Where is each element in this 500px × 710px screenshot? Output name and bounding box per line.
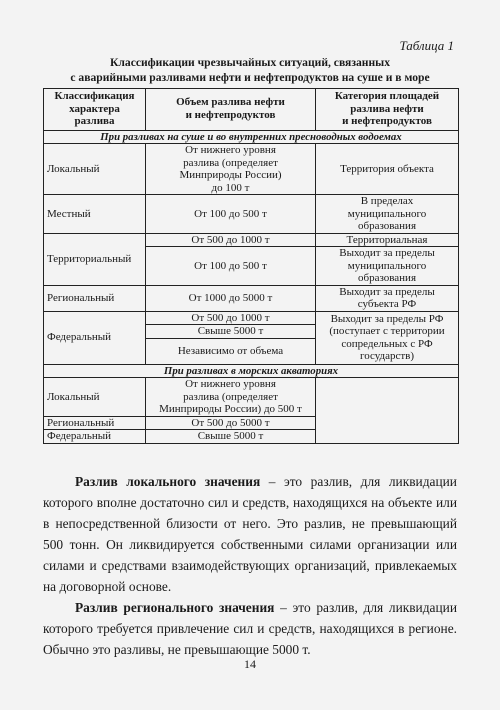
cell-land-regional-area: Выходит за пределы субъекта РФ — [316, 285, 459, 311]
table-caption — [40, 55, 460, 85]
cell-sea-federal-volume: Свыше 5000 т — [146, 430, 316, 444]
cell-sea-area-empty — [316, 378, 459, 444]
header-area: Категория площадей разлива нефти и нефтепродуктов — [316, 89, 459, 131]
cell-sea-regional-name: Региональный — [44, 416, 146, 430]
cell-land-territorial-volume-1: От 500 до 1000 т — [146, 233, 316, 247]
cell-sea-local-name: Локальный — [44, 378, 146, 417]
cell-land-territorial-name: Территориальный — [44, 233, 146, 285]
section-row-sea — [44, 364, 459, 378]
table-row — [44, 195, 459, 234]
term-local-spill: Разлив локального значения — [75, 474, 261, 489]
paragraph-regional-spill — [43, 597, 457, 660]
cell-land-territorial-volume-2: От 100 до 500 т — [146, 247, 316, 286]
paragraph-regional-spill-text: – это разлив, для ликвидации которого требуется привлечение сил и средств, находящихся в регионе. Обычно это разливы, не превышающие 5000 т. — [43, 600, 457, 657]
section-sea-label: При разливах в морских акваториях — [44, 364, 459, 378]
paragraph-local-spill-text: – это разлив, для ликвидации которого вполне достаточно сил и средств, находящихся на объекте или в непосредственной близости от него. Это разлив, не превышающий 500 тонн. Он ликвидируется собственными силами организации или силами и средствами взаимодействующих организаций, привлекаемых на договорной основе. — [43, 474, 457, 594]
term-regional-spill: Разлив регионального значения — [75, 600, 275, 615]
cell-sea-federal-name: Федеральный — [44, 430, 146, 444]
body-text — [43, 471, 457, 660]
section-land-label: При разливах на суше и во внутренних пресноводных водоемах — [44, 130, 459, 144]
cell-land-municipal-area: В пределах муниципального образования — [316, 195, 459, 234]
cell-land-federal-name: Федеральный — [44, 311, 146, 364]
table-row — [44, 378, 459, 417]
paragraph-local-spill — [43, 471, 457, 597]
cell-land-territorial-area-1: Территориальная — [316, 233, 459, 247]
cell-land-federal-volume-3: Независимо от объема — [146, 338, 316, 364]
table-row — [44, 311, 459, 325]
table-row — [44, 233, 459, 247]
cell-land-federal-volume-2: Свыше 5000 т — [146, 325, 316, 339]
cell-land-regional-volume: От 1000 до 5000 т — [146, 285, 316, 311]
cell-land-regional-name: Региональный — [44, 285, 146, 311]
cell-land-territorial-area-2: Выходит за пределы муниципального образования — [316, 247, 459, 286]
cell-sea-local-volume: От нижнего уровня разлива (определяет Минприроды России) до 500 т — [146, 378, 316, 417]
header-classification: Классификация характера разлива — [44, 89, 146, 131]
page-number: 14 — [244, 657, 256, 671]
header-volume: Объем разлива нефти и нефтепродуктов — [146, 89, 316, 131]
caption-line-2: с аварийными разливами нефти и нефтепродуктов на суше и в море — [70, 71, 430, 84]
cell-land-municipal-volume: От 100 до 500 т — [146, 195, 316, 234]
cell-land-federal-volume-1: От 500 до 1000 т — [146, 311, 316, 325]
cell-land-local-name: Локальный — [44, 144, 146, 195]
cell-land-local-volume: От нижнего уровня разлива (определяет Минприроды России) до 100 т — [146, 144, 316, 195]
cell-land-federal-area: Выходит за пределы РФ (поступает с территории сопредельных с РФ государств) — [316, 311, 459, 364]
cell-sea-regional-volume: От 500 до 5000 т — [146, 416, 316, 430]
table-number-label: Таблица 1 — [399, 38, 454, 53]
table-header-row — [44, 89, 459, 131]
table-row — [44, 285, 459, 311]
cell-land-local-area: Территория объекта — [316, 144, 459, 195]
table-row — [44, 144, 459, 195]
cell-land-municipal-name: Местный — [44, 195, 146, 234]
classification-table — [43, 88, 459, 444]
caption-line-1: Классификации чрезвычайных ситуаций, связанных — [109, 56, 390, 69]
section-row-land — [44, 130, 459, 144]
